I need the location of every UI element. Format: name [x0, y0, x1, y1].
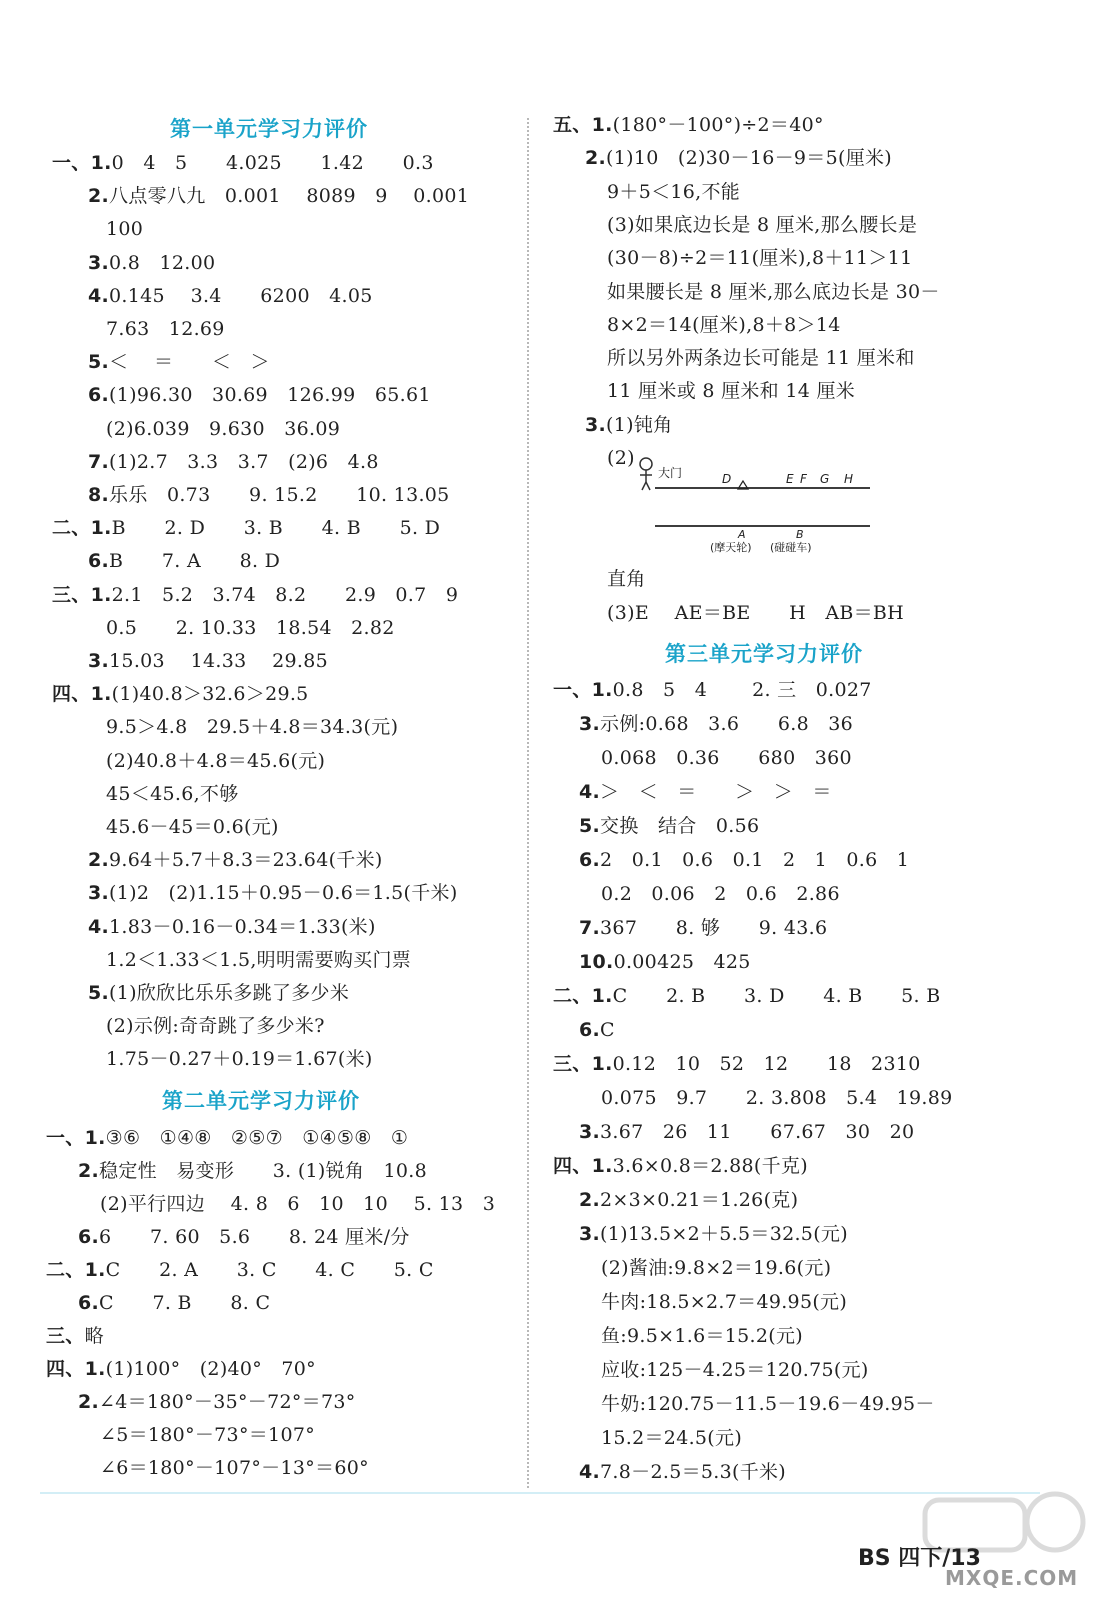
answer-text: ∠5＝180°－73°＝107° [100, 1424, 316, 1446]
answer-text: 9.64＋5.7＋8.3＝23.64(千米) [109, 849, 383, 872]
answer-text: 交换 结合 0.56 [600, 815, 760, 837]
answer-text: (3)如果底边长是 8 厘米,那么腰长是 [607, 213, 918, 236]
answer-text: (3)E AE＝BE H AB＝BH [607, 601, 905, 624]
answer-text: C 2. B 3. D 4. B 5. B [612, 985, 941, 1007]
answer-text: 八点零八九 0.001 8089 9 0.001 [109, 185, 470, 208]
answer-line [601, 1426, 742, 1450]
answer-text: ＞ ＜ ＝ ＞ ＞ ＝ [600, 781, 832, 803]
answer-text: 牛肉:18.5×2.7＝49.95(元) [601, 1291, 848, 1313]
answer-text: 直角 [607, 568, 646, 591]
answer-text: 稳定性 易变形 3. (1)锐角 10.8 [99, 1160, 428, 1182]
answer-line [553, 984, 940, 1008]
answer-text: ③⑥ ①④⑧ ②⑤⑦ ①④⑤⑧ ① [105, 1127, 409, 1149]
answer-line [579, 950, 751, 974]
answer-text: 应收:125－4.25＝120.75(元) [601, 1359, 869, 1381]
ferris-wheel-label: (摩天轮) [710, 541, 752, 554]
answer-text: (2)40.8＋4.8＝45.6(元) [106, 749, 326, 772]
answer-text: 示例:0.68 3.6 6.8 36 [600, 713, 854, 735]
answer-line [106, 815, 279, 839]
answer-text: (2)平行四边 4. 8 6 10 10 5. 13 3 [100, 1193, 496, 1215]
answer-line [579, 780, 832, 804]
answer-line [607, 379, 855, 403]
answer-line [607, 567, 646, 591]
answer-line [88, 483, 450, 507]
question-number: 二、1. [52, 517, 112, 540]
answer-line [553, 113, 824, 137]
answer-line [601, 1086, 952, 1110]
answer-line [601, 746, 852, 770]
answer-text: 8×2＝14(厘米),8＋8＞14 [607, 313, 841, 336]
answer-text: 9.5＞4.8 29.5＋4.8＝34.3(元) [106, 716, 399, 739]
question-number: 3. [88, 882, 110, 905]
answer-line [88, 981, 349, 1005]
answer-line [607, 180, 740, 204]
answer-text: 3.6×0.8＝2.88(千克) [612, 1155, 808, 1177]
question-number: 3. [585, 413, 607, 436]
answer-line [601, 1290, 847, 1314]
question-number: 2. [78, 1391, 100, 1413]
answer-text: 乐乐 0.73 9. 15.2 10. 13.05 [109, 484, 450, 506]
answer-line [88, 251, 215, 275]
answer-line [78, 1390, 356, 1414]
point-label-f: F [800, 472, 807, 486]
answer-line [579, 1460, 786, 1484]
answer-line [579, 1188, 798, 1212]
answer-text: 45＜45.6,不够 [106, 782, 239, 805]
answer-text: (180°－100°)÷2＝40° [612, 114, 824, 136]
answer-text: (2)示例:奇奇跳了多少米? [106, 1015, 325, 1038]
answer-text: (1)13.5×2＋5.5＝32.5(元) [600, 1223, 848, 1245]
page-number-footer: BS 四下/13 [858, 1546, 981, 1571]
answer-text: (30－8)÷2＝11(厘米),8＋11＞11 [607, 247, 913, 270]
question-number: 7. [88, 450, 110, 473]
answer-text: 2 0.1 0.6 0.1 2 1 0.6 1 [600, 849, 910, 871]
answer-line [88, 915, 376, 939]
answer-line [601, 1358, 869, 1382]
answer-text: B 7. A 8. D [109, 550, 281, 573]
answer-line [106, 317, 225, 341]
question-number: 6. [88, 384, 110, 407]
question-number: 6. [579, 849, 601, 871]
question-number: 10. [579, 951, 614, 973]
answer-line [553, 1052, 921, 1076]
answer-line [579, 916, 827, 940]
answer-line [78, 1159, 427, 1183]
answer-line [579, 1222, 848, 1246]
answer-text: (1)2 (2)1.15＋0.95－0.6＝1.5(千米) [109, 882, 458, 905]
answer-text: 所以另外两条边长可能是 11 厘米和 [607, 347, 915, 370]
answer-line [106, 1047, 373, 1071]
point-label-e: E [786, 472, 794, 486]
answer-text: ∠4＝180°－35°－72°＝73° [99, 1391, 356, 1413]
question-number: 3. [88, 251, 110, 274]
answer-line [100, 1192, 495, 1216]
answer-text: (2) [607, 447, 635, 469]
answer-text: 2×3×0.21＝1.26(克) [600, 1189, 799, 1211]
answer-text: 45.6－45＝0.6(元) [106, 816, 279, 838]
answer-text: (2)酱油:9.8×2＝19.6(元) [601, 1257, 832, 1279]
answer-line [46, 1126, 408, 1150]
question-number: 四、1. [553, 1155, 613, 1177]
answer-line [579, 848, 909, 872]
answer-text: (1)100° (2)40° 70° [105, 1358, 316, 1380]
question-number: 一、1. [553, 679, 613, 701]
answer-text: 0.2 0.06 2 0.6 2.86 [601, 883, 840, 905]
answer-line [106, 715, 398, 739]
answer-line [601, 1324, 803, 1348]
answer-text: 9＋5＜16,不能 [607, 180, 741, 203]
question-number: 3. [579, 1121, 601, 1143]
answer-line [579, 1018, 615, 1042]
question-number: 一、1. [46, 1127, 106, 1149]
answer-line [88, 549, 280, 573]
answer-text: (1)欣欣比乐乐多跳了多少米 [109, 982, 350, 1004]
point-label-a: A [738, 528, 746, 541]
question-number: 2. [585, 147, 607, 170]
answer-text: (1)10 (2)30－16－9＝5(厘米) [606, 147, 893, 170]
question-number: 2. [78, 1160, 100, 1182]
gate-label: 大门 [658, 466, 683, 480]
answer-text: 0.5 2. 10.33 18.54 2.82 [106, 616, 395, 639]
answer-line [88, 881, 458, 905]
question-number: 3. [88, 650, 110, 672]
answer-line [46, 1357, 316, 1381]
answer-line [607, 213, 917, 237]
question-number: 4. [88, 915, 110, 938]
answer-text: 0.8 12.00 [109, 251, 216, 274]
answer-line [607, 313, 841, 337]
question-number: 四、1. [52, 683, 112, 706]
answer-line [46, 1258, 434, 1282]
question-number: 6. [78, 1292, 100, 1314]
answer-line [579, 1120, 914, 1144]
answer-line [579, 814, 759, 838]
question-number: 5. [88, 982, 110, 1004]
question-number: 三、 [46, 1325, 85, 1347]
answer-line [88, 649, 328, 673]
answer-text: 2.1 5.2 3.74 8.2 2.9 0.7 9 [111, 583, 459, 606]
answer-text: 0 4 5 4.025 1.42 0.3 [111, 152, 434, 174]
question-number: 一、1. [52, 152, 112, 174]
question-number: 4. [579, 781, 601, 803]
section-3-title: 第三单元学习力评价 [665, 642, 863, 666]
question-number: 3. [579, 713, 601, 735]
section-1-title: 第一单元学习力评价 [170, 117, 368, 141]
answer-text: 1.83－0.16－0.34＝1.33(米) [109, 915, 376, 938]
answer-line [607, 346, 915, 370]
answer-line [52, 151, 434, 175]
answer-text: 15.03 14.33 29.85 [109, 650, 329, 672]
answer-line [553, 678, 872, 702]
section-2-title: 第二单元学习力评价 [162, 1089, 360, 1113]
answer-text: (1)钝角 [606, 413, 673, 436]
answer-line [601, 1392, 935, 1416]
point-label-g: G [820, 472, 830, 486]
answer-line [585, 413, 672, 437]
question-number: 2. [88, 185, 110, 208]
answer-line [607, 601, 904, 625]
answer-line [106, 948, 411, 972]
answer-line [88, 350, 270, 374]
point-label-d: D [722, 472, 732, 486]
answer-text: 如果腰长是 8 厘米,那么底边长是 30－ [607, 280, 940, 303]
answer-line [106, 616, 395, 640]
answer-text: (1)2.7 3.3 3.7 (2)6 4.8 [109, 450, 379, 473]
column-divider [527, 118, 529, 1488]
question-number: 三、1. [52, 583, 112, 606]
question-number: 五、1. [553, 114, 613, 136]
question-number: 6. [78, 1226, 100, 1248]
answer-line [88, 848, 383, 872]
question-number: 7. [579, 917, 601, 939]
answer-text: 鱼:9.5×1.6＝15.2(元) [601, 1325, 803, 1347]
answer-line [106, 749, 325, 773]
question-number: 5. [579, 815, 601, 837]
question-number: 三、1. [553, 1053, 613, 1075]
amusement-park-diagram [600, 450, 890, 562]
question-number: 4. [88, 284, 110, 307]
answer-text: C 7. B 8. C [99, 1292, 271, 1314]
answer-line [106, 1014, 325, 1038]
answer-text: C 2. A 3. C 4. C 5. C [105, 1259, 434, 1281]
answer-text: 367 8. 够 9. 43.6 [600, 917, 828, 939]
answer-line [579, 712, 853, 736]
question-number: 5. [88, 351, 110, 374]
answer-line [601, 1256, 831, 1280]
answer-text: (1)40.8＞32.6＞29.5 [111, 683, 309, 706]
answer-text: 7.8－2.5＝5.3(千米) [600, 1461, 787, 1483]
question-number: 2. [88, 849, 110, 872]
answer-line [601, 882, 840, 906]
answer-text: 0.145 3.4 6200 4.05 [109, 284, 373, 307]
answer-line [88, 284, 373, 308]
answer-line [88, 450, 379, 474]
question-number: 6. [88, 550, 110, 573]
question-number: 2. [579, 1189, 601, 1211]
answer-text: 0.068 0.36 680 360 [601, 747, 852, 769]
answer-text: 牛奶:120.75－11.5－19.6－49.95－ [601, 1393, 935, 1415]
answer-text: 略 [84, 1325, 104, 1347]
answer-text: ＜ ＝ ＜ ＞ [109, 351, 270, 374]
question-number: 4. [579, 1461, 601, 1483]
answer-line [52, 516, 440, 540]
answer-line [46, 1324, 104, 1348]
answer-line [78, 1291, 270, 1315]
answer-line [52, 583, 458, 607]
answer-line [585, 146, 892, 170]
answer-text: (1)96.30 30.69 126.99 65.61 [109, 384, 431, 407]
question-number: 四、1. [46, 1358, 106, 1380]
answer-line [106, 782, 239, 806]
answer-text: 0.075 9.7 2. 3.808 5.4 19.89 [601, 1087, 953, 1109]
answer-text: B 2. D 3. B 4. B 5. D [111, 517, 441, 540]
answer-line [100, 1456, 369, 1480]
answer-text: 1.75－0.27＋0.19＝1.67(米) [106, 1048, 373, 1071]
bumper-car-label: (碰碰车) [770, 541, 812, 554]
answer-text: 0.00425 425 [613, 951, 751, 973]
answer-text: 3.67 26 11 67.67 30 20 [600, 1121, 915, 1143]
answer-text: 15.2＝24.5(元) [601, 1427, 743, 1449]
answer-text: (2)6.039 9.630 36.09 [106, 417, 341, 440]
answer-text: 6 7. 60 5.6 8. 24 厘米/分 [99, 1226, 410, 1248]
answer-line [607, 280, 940, 304]
answer-text: 11 厘米或 8 厘米和 14 厘米 [607, 380, 856, 403]
point-label-b: B [796, 528, 804, 541]
answer-text: 1.2＜1.33＜1.5,明明需要购买门票 [106, 948, 412, 971]
answer-text: 0.8 5 4 2. 三 0.027 [612, 679, 872, 701]
question-number: 6. [579, 1019, 601, 1041]
answer-line [607, 246, 912, 270]
answer-line [52, 682, 309, 706]
answer-line [100, 1423, 315, 1447]
question-number: 8. [88, 484, 110, 506]
answer-line [88, 383, 431, 407]
question-number: 3. [579, 1223, 601, 1245]
answer-text: ∠6＝180°－107°－13°＝60° [100, 1457, 369, 1479]
answer-text: C [600, 1019, 615, 1041]
answer-text: 100 [106, 218, 144, 241]
gate-person-icon [640, 458, 652, 490]
watermark-text: MXQE.COM [945, 1566, 1079, 1590]
answer-line [106, 417, 340, 441]
answer-text: 0.12 10 52 12 18 2310 [612, 1053, 921, 1075]
answer-line [106, 217, 143, 241]
answer-line [88, 184, 469, 208]
answer-line [553, 1154, 808, 1178]
bottom-rule [40, 1492, 1040, 1494]
answer-line [78, 1225, 410, 1249]
point-label-h: H [844, 472, 854, 486]
answer-text: 7.63 12.69 [106, 318, 225, 340]
question-number: 二、1. [46, 1259, 106, 1281]
question-number: 二、1. [553, 985, 613, 1007]
